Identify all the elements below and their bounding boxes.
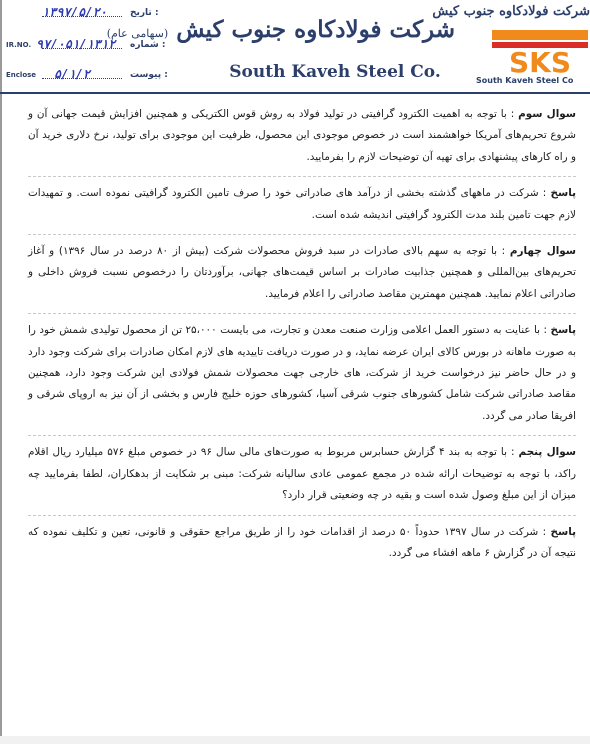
paragraph-label: سوال چهارم — [509, 245, 577, 258]
company-name-en: South Kaveh Steel Co. — [229, 62, 441, 82]
enclosure-label: پیوست : — [130, 70, 168, 80]
paragraph-answer-4 — [28, 313, 576, 427]
number-label: شماره : — [130, 40, 166, 50]
page-edge-line — [0, 0, 2, 744]
company-name-fa — [106, 16, 455, 43]
paragraph-text: : شرکت در ماههای گذشته بخشی از درآمد های صادراتی خود را صرف تامین الکترود گرافیتی نموده است. و تمهیدات لازم جهت تامین بلند مدت الکترود گرافیتی اندیشه شده است. — [28, 187, 576, 221]
paragraph-answer-3 — [28, 176, 576, 226]
paragraph-label: پاسخ — [550, 324, 576, 337]
company-type-fa: (سهامی عام) — [106, 27, 169, 40]
paragraph-question-3 — [28, 104, 576, 168]
date-label: تاریخ : — [130, 8, 159, 18]
paragraph-text: : با عنایت به دستور العمل اعلامی وزارت صنعت معدن و تجارت، می بایست ۲۵،۰۰۰ تن از محصول تولیدی شمش خود را به صورت ماهانه در بورس کالای ایران عرضه نماید، و در صورت دریافت تاییدیه های لازم امکان صادرات برای شرکت وجود دارد و در حال حاضر نیز درخواست خرید از شرکت، های خارجی جهت محصولات شمش فولادی این شرکت وجود دارد، همچنین مقاصد صادراتی شرکت شامل کشورهای جنوب شرقی آسیا، کشورهای حوزه خلیج فارس و بخشی از آن نیز به اروپای شرقی و افریقا صادر می گردد. — [28, 324, 576, 422]
paragraph-question-4 — [28, 234, 576, 305]
enclosure-value: ۵/۱/۲ — [54, 67, 91, 81]
enclosure-label-en: Enclose — [6, 71, 37, 79]
date-value: ۱۳۹۷/۵/۲۰ — [42, 5, 108, 19]
company-name-fa-text: شرکت فولادکاوه جنوب کیش — [176, 16, 455, 43]
paragraph-label: سوال پنجم — [518, 446, 576, 459]
paragraph-text: : شرکت در سال ۱۳۹۷ حدوداً ۵۰ درصد از اقدامات خود را از طریق مراجع حقوقی و قانونی، تعین و تکلیف نموده که نتیجه آن در گزارش ۶ ماهه افشاء می گردد. — [28, 525, 576, 559]
number-value: ۹۷/۰۵۱/۱۳۱۲ — [36, 37, 116, 51]
sks-logo-icon — [492, 30, 588, 74]
paragraph-label: سوال سوم — [518, 108, 576, 120]
logo-name-en: South Kaveh Steel Co — [476, 76, 574, 85]
paragraph-text: : با توجه به سهم بالای صادرات در سبد فروش محصولات شرکت (بیش از ۸۰ درصد در سال ۱۳۹۶) و آغاز تحریم‌های بین‌المللی و همچنین جذابیت صادرات بر اساس قیمت‌های جهانی، برآوردتان را درخصوص نسبت فروش داخلی و صادراتی اعلام نمایید. همچنین مهمترین مقاصد صادراتی را اعلام فرمایید. — [28, 245, 576, 300]
letterhead — [0, 0, 590, 94]
page-bottom-margin — [0, 736, 590, 744]
paragraph-question-5 — [28, 435, 576, 506]
logo-name-fa: شرکت فولادکاوه جنوب کیش — [432, 4, 590, 19]
paragraph-answer-5 — [28, 515, 576, 565]
enclosure-dotted-line — [42, 78, 122, 79]
company-logo — [432, 4, 590, 90]
paragraph-label: پاسخ — [550, 525, 576, 538]
letter-body — [28, 104, 576, 572]
paragraph-text: : با توجه به اهمیت الکترود گرافیتی در تولید فولاد به روش قوس الکتریکی و همچنین افزایش قیمت جهانی آن و شروع تحریم‌های آمریکا خواهشمند است در خصوص موجودی این محصول، ظرفیت این موجودی برای تولید، نرخ دلاری خرید آن و راه کارهای پیشنهادی برای تهیه آن توضیحات لازم را بفرمایید. — [28, 108, 576, 163]
paragraph-text: : با توجه به بند ۴ گزارش حسابرس مربوط به صورت‌های مالی سال ۹۶ در خصوص مبلغ ۵۷۶ میلیارد ریال اقلام راکد، با توجه به توضیحات ارائه شده در مجمع عمومی عادی سالیانه شرکت: مبنی بر شکایت از بدهکاران، لطفا بفرمایید چه میزان از این مبلغ وصول شده است و بقیه در چه وضعیتی قرار دارد؟ — [28, 446, 576, 502]
number-label-en: IR.NO. — [6, 41, 32, 49]
number-dotted-line — [42, 48, 122, 49]
paragraph-label: پاسخ — [550, 187, 576, 200]
logo-letters: SKS — [508, 46, 572, 74]
